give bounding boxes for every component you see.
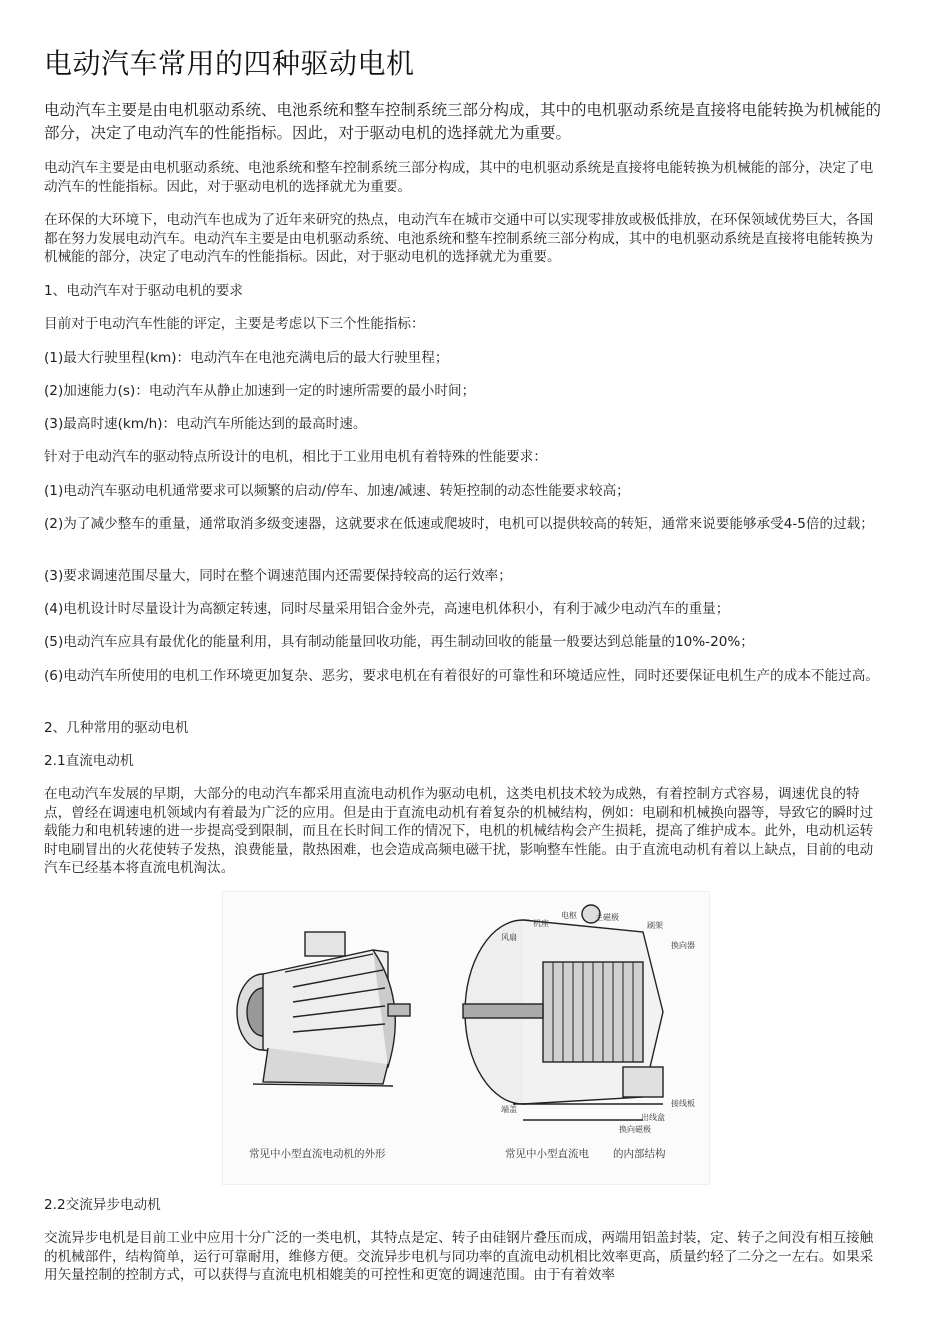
criteria-item-1: (1)最大行驶里程(km)：电动汽车在电池充满电后的最大行驶里程； — [44, 350, 449, 366]
paragraph-environment: 在环保的大环境下，电动汽车也成为了近年来研究的热点，电动汽车在城市交通中可以实现零排放或极低排放，在环保领域优势巨大，各国都在努力发展电动汽车。电动汽车主要是由电机驱动系统、电池系统和整车控制系统三部分构成，其中的电机驱动系统是直接将电能转换为机械能的部分，决定了电动汽车的性能指标。因此，对于驱动电机的选择就尤为重要。 — [44, 212, 874, 265]
requirement-item-4: (4)电机设计时尽量设计为高额定转速，同时尽量采用铝合金外壳，高速电机体积小，有利于减少电动汽车的重量； — [44, 601, 730, 617]
dc-motor-illustration — [223, 892, 709, 1184]
subsection-heading-dc: 2.1直流电动机 — [44, 753, 134, 769]
label-armature: 电枢 — [561, 911, 577, 920]
page-title: 电动汽车常用的四种驱动电机 — [44, 47, 415, 80]
requirement-item-3: (3)要求调速范围尽量大，同时在整个调速范围内还需要保持较高的运行效率； — [44, 568, 512, 584]
paragraph-ac-motor: 交流异步电机是目前工业中应用十分广泛的一类电机，其特点是定、转子由硅钢片叠压而成，两端用铝盖封装，定、转子之间没有相互接触的机械部件，结构简单，运行可靠耐用，维修方便。交流异步电机与同功率的直流电动机相比效率更高，质量约轻了二分之一左右。如果采用矢量控制的控制方式，可以获得与直流电机相媲美的可控性和更宽的调速范围。由于有着效率 — [44, 1230, 874, 1283]
requirement-item-6: (6)电动汽车所使用的电机工作环境更加复杂、恶劣，要求电机在有着很好的可靠性和环境适应性，同时还要保证电机生产的成本不能过高。 — [44, 668, 879, 684]
section-heading-1: 1、电动汽车对于驱动电机的要求 — [44, 283, 243, 299]
paragraph-criteria-intro: 目前对于电动汽车性能的评定，主要是考虑以下三个性能指标： — [44, 316, 425, 332]
dc-motor-figure — [222, 891, 710, 1185]
lead-paragraph: 电动汽车主要是由电机驱动系统、电池系统和整车控制系统三部分构成，其中的电机驱动系统是直接将电能转换为机械能的部分，决定了电动汽车的性能指标。因此，对于驱动电机的选择就尤为重要。 — [44, 101, 882, 142]
caption-interior: 常见中小型直流电 — [505, 1148, 589, 1160]
label-frame: 机座 — [533, 919, 549, 928]
label-fan: 风扇 — [501, 933, 517, 942]
requirement-item-1: (1)电动汽车驱动电机通常要求可以频繁的启动/停车、加速/减速、转矩控制的动态性能要求较高； — [44, 483, 630, 499]
label-brush-holder: 刷架 — [647, 921, 663, 930]
section-heading-2: 2、几种常用的驱动电机 — [44, 720, 189, 736]
caption-exterior: 常见中小型直流电动机的外形 — [249, 1148, 386, 1160]
label-main-pole: 主磁极 — [595, 913, 619, 922]
criteria-item-2: (2)加速能力(s)：电动汽车从静止加速到一定的时速所需要的最小时间； — [44, 383, 476, 399]
paragraph-intro: 电动汽车主要是由电机驱动系统、电池系统和整车控制系统三部分构成，其中的电机驱动系统是直接将电能转换为机械能的部分，决定了电动汽车的性能指标。因此，对于驱动电机的选择就尤为重要。 — [44, 160, 874, 195]
label-terminal-board: 接线板 — [671, 1099, 695, 1108]
label-outlet-box: 出线盒 — [641, 1113, 665, 1122]
label-commutator: 换向器 — [671, 941, 695, 950]
label-end-cover: 端盖 — [501, 1105, 517, 1114]
paragraph-requirements-intro: 针对于电动汽车的驱动特点所设计的电机，相比于工业用电机有着特殊的性能要求： — [44, 449, 547, 465]
requirement-item-2: (2)为了减少整车的重量，通常取消多级变速器，这就要求在低速或爬坡时，电机可以提供较高的转矩，通常来说要能够承受4-5倍的过载； — [44, 516, 874, 532]
label-interpole: 换向磁极 — [619, 1125, 651, 1134]
subsection-heading-ac: 2.2交流异步电动机 — [44, 1197, 161, 1213]
paragraph-dc-motor: 在电动汽车发展的早期，大部分的电动汽车都采用直流电动机作为驱动电机，这类电机技术较为成熟，有着控制方式容易，调速优良的特点，曾经在调速电机领域内有着最为广泛的应用。但是由于直流电动机有着复杂的机械结构，例如：电刷和机械换向器等，导致它的瞬时过载能力和电机转速的进一步提高受到限制，而且在长时间工作的情况下，电机的机械结构会产生损耗，提高了维护成本。此外，电动机运转时电刷冒出的火花使转子发热，浪费能量，散热困难，也会造成高频电磁干扰，影响整车性能。由于直流电动机有着以上缺点，目前的电动汽车已经基本将直流电机淘汰。 — [44, 786, 874, 876]
criteria-item-3: (3)最高时速(km/h)：电动汽车所能达到的最高时速。 — [44, 416, 367, 432]
caption-interior-tail: 的内部结构 — [613, 1148, 666, 1160]
requirement-item-5: (5)电动汽车应具有最优化的能量利用，具有制动能量回收功能，再生制动回收的能量一般要达到总能量的10%-20%； — [44, 634, 754, 650]
